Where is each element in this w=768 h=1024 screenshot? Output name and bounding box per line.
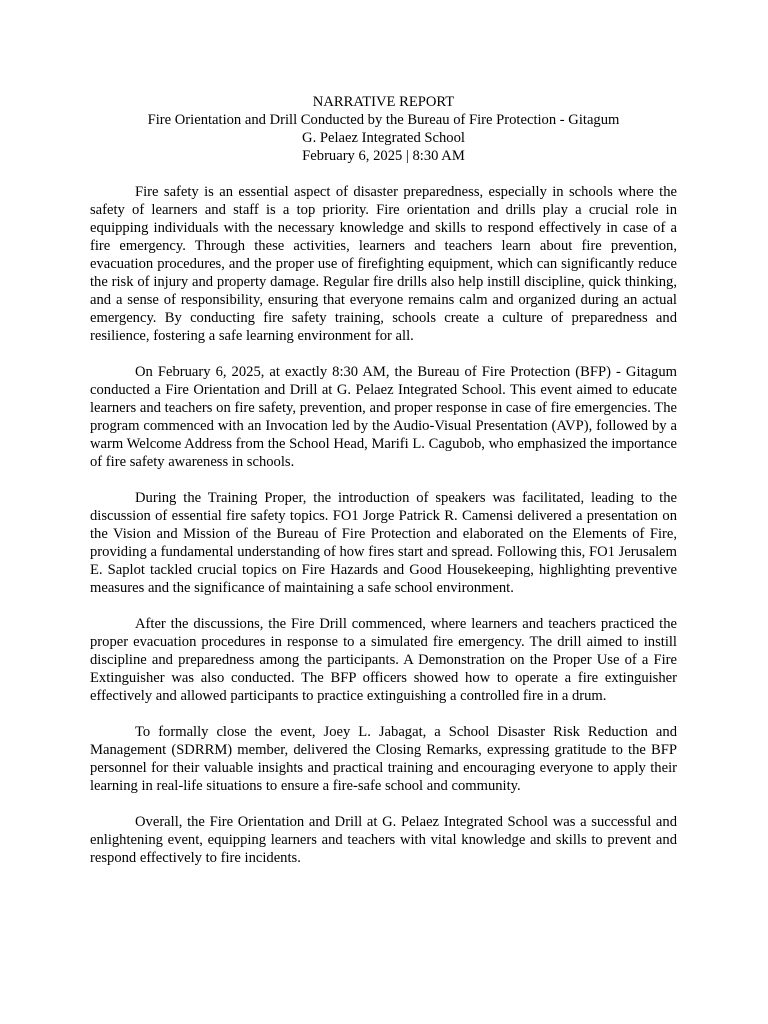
report-date: February 6, 2025 | 8:30 AM [302,148,465,164]
paragraph-event-overview: On February 6, 2025, at exactly 8:30 AM, the Bureau of Fire Protection (BFP) - Gitagum conducted a Fire Orientation and Drill at G. Pelaez Integrated School. This event aimed to educate learners and teachers on fire safety, prevention, and proper response in case of fire emergencies. The program commenced with an Invocation led by the Audio-Visual Presentation (AVP), followed by a warm Welcome Address from the School Head, Marifi L. Cagubob, who emphasized the importance of fire safety awareness in schools. [90,364,678,470]
paragraph-training-proper: During the Training Proper, the introduction of speakers was facilitated, leading to the discussion of essential fire safety topics. FO1 Jorge Patrick R. Camensi delivered a presentation on the Vision and Mission of the Bureau of Fire Protection and elaborated on the Elements of Fire, providing a fundamental understanding of how fires start and spread. Following this, FO1 Jerusalem E. Saplot tackled crucial topics on Fire Hazards and Good Housekeeping, highlighting preventive measures and the significance of maintaining a safe school environment. [90,490,677,596]
paragraph-closing-remarks: To formally close the event, Joey L. Jabagat, a School Disaster Risk Reduction and Management (SDRRM) member, delivered the Closing Remarks, expressing gratitude to the BFP personnel for their valuable insights and practical training and encouraging everyone to apply their learning in real-life situations to ensure a fire-safe school and community. [90,724,677,794]
paragraph-introduction: Fire safety is an essential aspect of disaster preparedness, especially in schools where the safety of learners and staff is a top priority. Fire orientation and drills play a crucial role in equipping individuals with the necessary knowledge and skills to respond effectively in case of a fire emergency. Through these activities, learners and teachers learn about fire prevention, evacuation procedures, and the proper use of firefighting equipment, which can significantly reduce the risk of injury and property damage. Regular fire drills also help instill discipline, quick thinking, and a sense of responsibility, ensuring that everyone remains calm and organized during an actual emergency. By conducting fire safety training, schools create a culture of preparedness and resilience, fostering a safe learning environment for all. [90,184,677,344]
paragraph-fire-drill: After the discussions, the Fire Drill commenced, where learners and teachers practiced the proper evacuation procedures in response to a simulated fire emergency. The drill aimed to instill discipline and preparedness among the participants. A Demonstration on the Proper Use of a Fire Extinguisher was also conducted. The BFP officers showed how to operate a fire extinguisher effectively and allowed participants to practice extinguishing a controlled fire in a drum. [90,616,677,704]
report-body [90,183,677,867]
report-header [90,93,677,165]
paragraph-conclusion: Overall, the Fire Orientation and Drill at G. Pelaez Integrated School was a successful and enlightening event, equipping learners and teachers with vital knowledge and skills to prevent and respond effectively to fire incidents. [90,814,677,866]
school-name: G. Pelaez Integrated School [302,130,465,146]
report-subtitle: Fire Orientation and Drill Conducted by the Bureau of Fire Protection - Gitagum [147,112,620,128]
report-title: NARRATIVE REPORT [312,94,455,110]
document-page [90,93,677,885]
